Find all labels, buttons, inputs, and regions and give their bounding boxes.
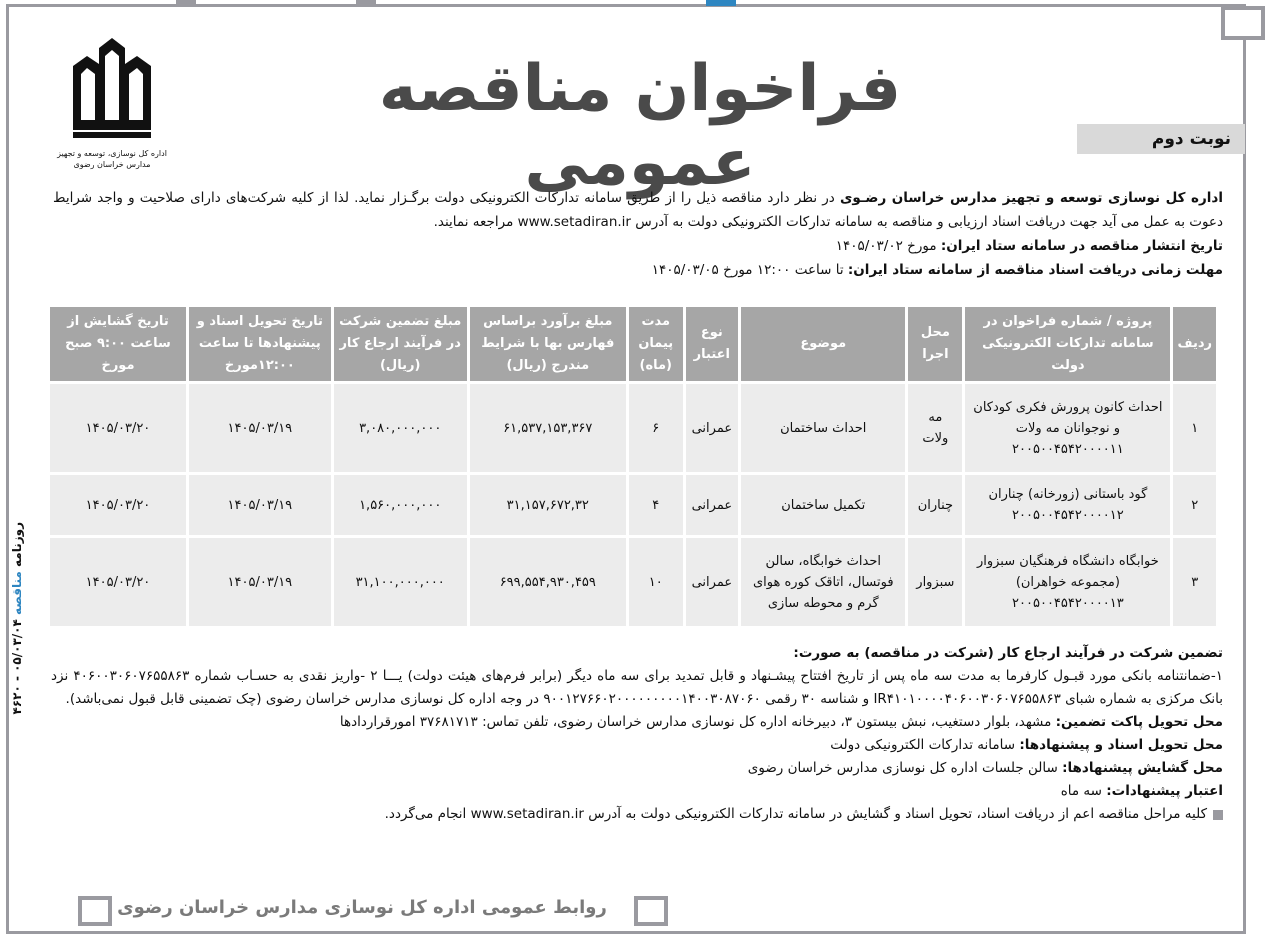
packet-value: مشهد، بلوار دستغیب، نبش بیستون ۳، دبیرخانه اداره کل نوسازی مدارس خراسان رضوی، تلفن تماس: ۳۷۶۸۱۷۱۳ امورقراردادها xyxy=(339,714,1056,730)
col-delivery: تاریخ تحویل اسناد و پیشنهادها تا ساعت ۱۲:۰۰مورخ xyxy=(189,307,331,381)
process-note: کلیه مراحل مناقصه اعم از دریافت اسناد، تحویل اسناد و گشایش در سامانه تدارکات الکترونیکی دولت به آدرس www.setadiran.ir انجام می‌گردد. xyxy=(384,806,1207,822)
publication-label: تاریخ انتشار مناقصه در سامانه ستاد ایران: xyxy=(940,238,1223,254)
col-project: پروژه / شماره فراخوان در سامانه تدارکات الکترونیکی دولت xyxy=(965,307,1170,381)
guarantee-text: ۱-ضمانتنامه بانکی مورد قبـول کارفرما به مدت سه ماه پس از تاریخ افتتاح پیشـنهاد و قابل تمدید برای سه ماه دیگر (برابر فرم‌های هیئت دولت) یـــا ۲ -واریز نقدی به حسـاب شماره ۴۰۶۰۰۳۰۶۰۷۶۵۵۸۶۳ نزد بانک مرکزی به شماره شبای IR۴۱۰۱۰۰۰۰۴۰۶۰۰۳۰۶۰۷۶۵۵۸۶۳ و شناسه ۳۰ رقمی ۹۰۰۱۲۷۶۶۰۲۰۰۰۰۰۰۰۰۰۱۴۰۰۳۰۸۷۰۶۰ در وجه اداره کل نوسازی مدارس خراسان رضوی (چک تضمینی قابل قبول نمی‌باشد). xyxy=(51,668,1223,707)
footer-box-left xyxy=(78,896,112,926)
cell-project: گود باستانی (زورخانه) چناران ۲۰۰۵۰۰۴۵۴۲۰۰۰۰۱۲ xyxy=(965,475,1170,535)
cell-estimate: ۶۱,۵۳۷,۱۵۳,۳۶۷ xyxy=(470,384,626,472)
cell-delivery: ۱۴۰۵/۰۳/۱۹ xyxy=(189,475,331,535)
terms-section xyxy=(51,642,1223,826)
cell-subject: تکمیل ساختمان xyxy=(741,475,905,535)
table-row xyxy=(50,538,1216,626)
publication-value: مورخ ۱۴۰۵/۰۳/۰۲ xyxy=(835,238,941,254)
cell-location: مه ولات xyxy=(908,384,962,472)
deadline xyxy=(53,258,1223,282)
org-emblem-icon xyxy=(67,34,157,146)
cell-guarantee: ۱,۵۶۰,۰۰۰,۰۰۰ xyxy=(334,475,467,535)
tender-table xyxy=(47,304,1219,629)
cell-duration: ۱۰ xyxy=(629,538,683,626)
col-row: ردیف xyxy=(1173,307,1216,381)
col-duration: مدت پیمان (ماه) xyxy=(629,307,683,381)
intro-text: در نظر دارد مناقصه ذیل را از طریق سامانه تدارکات الکترونیکی دولت برگـزار نماید. لذا از کلیه شرکت‌های دارای صلاحیت و واجد شرایط دعوت به عمل می آید جهت دریافت اسناد ارزیابی و مناقصه به سامانه تدارکات الکترونیکی دولت به آدرس www.setadiran.ir مراجعه نمایند. xyxy=(53,190,1223,230)
cell-duration: ۶ xyxy=(629,384,683,472)
cell-location: سبزوار xyxy=(908,538,962,626)
publication-date xyxy=(53,234,1223,258)
table-row xyxy=(50,384,1216,472)
cell-row: ۲ xyxy=(1173,475,1216,535)
org-name: اداره کل نوسازی توسعه و تجهیز مدارس خراسان رضـوی xyxy=(839,190,1223,206)
docs-value: سامانه تدارکات الکترونیکی دولت xyxy=(830,737,1020,753)
cell-duration: ۴ xyxy=(629,475,683,535)
cell-estimate: ۶۹۹,۵۵۴,۹۳۰,۴۵۹ xyxy=(470,538,626,626)
footer-text: روابط عمومی اداره کل نوسازی مدارس خراسان رضوی xyxy=(117,897,607,918)
side-brand: مناقصه xyxy=(10,571,24,615)
col-credit: نوع اعتبار xyxy=(686,307,739,381)
cell-subject: احداث ساختمان xyxy=(741,384,905,472)
opening-place-label: محل گشایش پیشنهادها: xyxy=(1062,760,1223,776)
cell-project: احداث کانون پرورش فکری کودکان و نوجوانان مه ولات ۲۰۰۵۰۰۴۵۴۲۰۰۰۰۱۱ xyxy=(965,384,1170,472)
intro-paragraph xyxy=(53,186,1223,234)
table-row xyxy=(50,475,1216,535)
cell-guarantee: ۳,۰۸۰,۰۰۰,۰۰۰ xyxy=(334,384,467,472)
cell-delivery: ۱۴۰۵/۰۳/۱۹ xyxy=(189,384,331,472)
col-location: محل اجرا xyxy=(908,307,962,381)
col-subject: موضوع xyxy=(741,307,905,381)
cell-opening: ۱۴۰۵/۰۳/۲۰ xyxy=(50,475,186,535)
col-estimate: مبلغ برآورد براساس فهارس بها با شرایط مندرج (ریال) xyxy=(470,307,626,381)
round-badge: نوبت دوم xyxy=(1077,124,1245,154)
deadline-label: مهلت زمانی دریافت اسناد مناقصه از سامانه ستاد ایران: xyxy=(847,262,1223,278)
packet-label: محل تحویل پاکت تضمین: xyxy=(1055,714,1223,730)
side-issue: ۰۵/۰۳/۰۴ - ۴۶۲۰ xyxy=(10,619,24,715)
cell-credit: عمرانی xyxy=(686,384,739,472)
cell-row: ۳ xyxy=(1173,538,1216,626)
cell-guarantee: ۳۱,۱۰۰,۰۰۰,۰۰۰ xyxy=(334,538,467,626)
col-opening: تاریخ گشایش از ساعت ۹:۰۰ صبح مورخ xyxy=(50,307,186,381)
cell-row: ۱ xyxy=(1173,384,1216,472)
cell-delivery: ۱۴۰۵/۰۳/۱۹ xyxy=(189,538,331,626)
cell-opening: ۱۴۰۵/۰۳/۲۰ xyxy=(50,538,186,626)
intro-section xyxy=(53,186,1223,282)
frame-corner-decoration xyxy=(1221,6,1265,40)
cell-project: خوابگاه دانشگاه فرهنگیان سبزوار (مجموعه خواهران) ۲۰۰۵۰۰۴۵۴۲۰۰۰۰۱۳ xyxy=(965,538,1170,626)
validity-value: سه ماه xyxy=(1060,783,1107,799)
deadline-value: تا ساعت ۱۲:۰۰ مورخ ۱۴۰۵/۰۳/۰۵ xyxy=(651,262,848,278)
cell-subject: احداث خوابگاه، سالن فوتسال، اتاقک کوره هوای گرم و محوطه سازی xyxy=(741,538,905,626)
guarantee-heading: تضمین شرکت در فرآیند ارجاع کار (شرکت در مناقصه) به صورت: xyxy=(793,645,1223,661)
validity-label: اعتبار پیشنهادات: xyxy=(1106,783,1223,799)
side-paper: روزنامه xyxy=(10,522,24,567)
opening-place-value: سالن جلسات اداره کل نوسازی مدارس خراسان رضوی xyxy=(747,760,1063,776)
newspaper-side-label xyxy=(2,520,36,750)
square-bullet-icon xyxy=(1213,810,1223,820)
col-guarantee: مبلغ تضمین شرکت در فرآیند ارجاع کار (ریال) xyxy=(334,307,467,381)
org-logo xyxy=(52,34,172,170)
org-logo-caption: اداره کل نوسازی، توسعه و تجهیز مدارس خراسان رضوی xyxy=(57,149,167,169)
cell-location: چناران xyxy=(908,475,962,535)
table-header-row xyxy=(50,307,1216,381)
cell-credit: عمرانی xyxy=(686,475,739,535)
docs-label: محل تحویل اسناد و پیشنهادها: xyxy=(1019,737,1223,753)
page-title: فراخوان مناقصه عمومی xyxy=(378,52,902,200)
cell-estimate: ۳۱,۱۵۷,۶۷۲,۳۲ xyxy=(470,475,626,535)
cell-credit: عمرانی xyxy=(686,538,739,626)
cell-opening: ۱۴۰۵/۰۳/۲۰ xyxy=(50,384,186,472)
